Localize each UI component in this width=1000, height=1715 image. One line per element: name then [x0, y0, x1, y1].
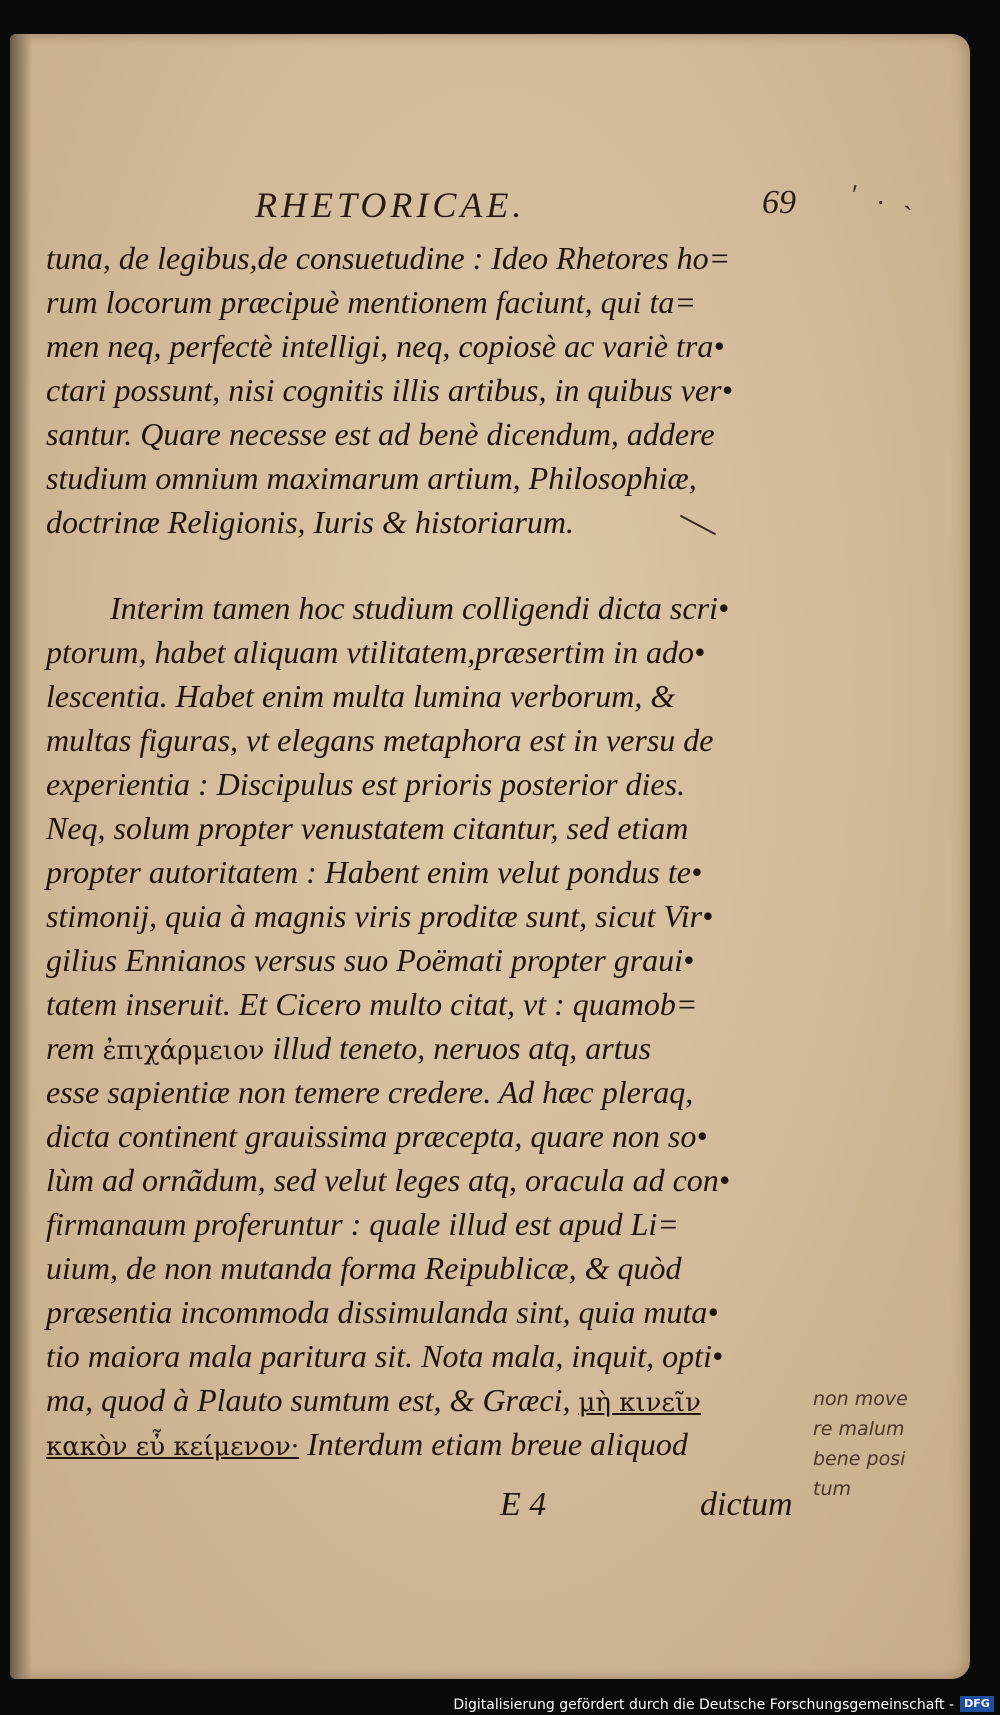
paragraph-1 — [46, 236, 816, 544]
book-page — [10, 34, 970, 1679]
text-line-with-greek — [46, 1422, 816, 1466]
text-line: experientia : Discipulus est prioris posterior dies. — [46, 766, 686, 802]
signature-mark: E 4 — [500, 1486, 547, 1523]
paragraph-2 — [46, 586, 816, 1466]
text-line: præsentia incommoda dissimulanda sint, quia muta• — [46, 1294, 719, 1330]
text-line: lescentia. Habet enim multa lumina verborum, & — [46, 678, 676, 714]
text-line-with-greek — [46, 1378, 816, 1422]
page-header — [10, 180, 970, 225]
page-number: 69 — [762, 184, 796, 221]
running-head: RHETORICAE. — [255, 185, 526, 225]
text-line: tuna, de legibus,de consuetudine : Ideo Rhetores ho= — [46, 240, 731, 276]
credit-text: Digitalisierung gefördert durch die Deutsche Forschungsgemeinschaft - — [453, 1697, 954, 1713]
text-line: firmanaum proferuntur : quale illud est apud Li= — [46, 1206, 679, 1242]
catchword: dictum — [700, 1486, 793, 1523]
text-line: multas figuras, vt elegans metaphora est in versu de — [46, 722, 714, 758]
text-line: propter autoritatem : Habent enim velut pondus te• — [46, 854, 703, 890]
greek-word: ἐπιχάρμειον — [102, 1036, 265, 1066]
margin-note-line: bene posi — [813, 1448, 906, 1470]
text-line: tatem inseruit. Et Cicero multo citat, vt : quamob= — [46, 986, 698, 1022]
text-fragment: ma, quod à Plauto sumtum est, & Græci, — [46, 1382, 571, 1418]
margin-note-line: tum — [813, 1478, 851, 1500]
text-line: rum locorum præcipuè mentionem faciunt, qui ta= — [46, 284, 696, 320]
text-line: Interim tamen hoc studium colligendi dicta scri• — [110, 590, 730, 626]
text-line: studium omnium maximarum artium, Philosophiæ, — [46, 460, 697, 496]
margin-note-line: non move — [813, 1388, 908, 1410]
handwritten-marks: ʹ . ˎ — [852, 180, 919, 211]
text-line: stimonij, quia à magnis viris proditæ sunt, sicut Vir• — [46, 898, 714, 934]
text-line: santur. Quare necesse est ad benè dicendum, addere — [46, 416, 715, 452]
text-line: dicta continent grauissima præcepta, quare non so• — [46, 1118, 708, 1154]
text-line: esse sapientiæ non temere credere. Ad hæc pleraq, — [46, 1074, 694, 1110]
text-fragment: rem — [46, 1030, 95, 1066]
text-line: men neq, perfectè intelligi, neq, copiosè ac variè tra• — [46, 328, 725, 364]
text-line-with-greek — [46, 1026, 816, 1070]
text-fragment: illud teneto, neruos atq, artus — [272, 1030, 652, 1066]
text-line: ctari possunt, nisi cognitis illis artibus, in quibus ver• — [46, 372, 733, 408]
text-line: Neq, solum propter venustatem citantur, sed etiam — [46, 810, 689, 846]
page-gutter — [10, 34, 32, 1679]
text-line: tio maiora mala paritura sit. Nota mala, inquit, opti• — [46, 1338, 724, 1374]
greek-phrase: μὴ κινεῖν — [578, 1388, 701, 1418]
text-fragment: Interdum etiam breue aliquod — [307, 1426, 688, 1462]
text-line: uium, de non mutanda forma Reipublicæ, & quòd — [46, 1250, 682, 1286]
margin-note-line: re malum — [813, 1418, 905, 1440]
text-line: gilius Ennianos versus suo Poëmati propter graui• — [46, 942, 695, 978]
handwritten-margin-note — [813, 1384, 963, 1504]
text-line: lùm ad ornãdum, sed velut leges atq, oracula ad con• — [46, 1162, 730, 1198]
credit-bar — [0, 1691, 1000, 1715]
greek-phrase: κακὸν εὖ κείμενον· — [46, 1432, 300, 1462]
text-line: ptorum, habet aliquam vtilitatem,præsertim in ado• — [46, 634, 706, 670]
dfg-logo: DFG — [960, 1696, 994, 1712]
text-line: doctrinæ Religionis, Iuris & historiarum. — [46, 504, 575, 540]
